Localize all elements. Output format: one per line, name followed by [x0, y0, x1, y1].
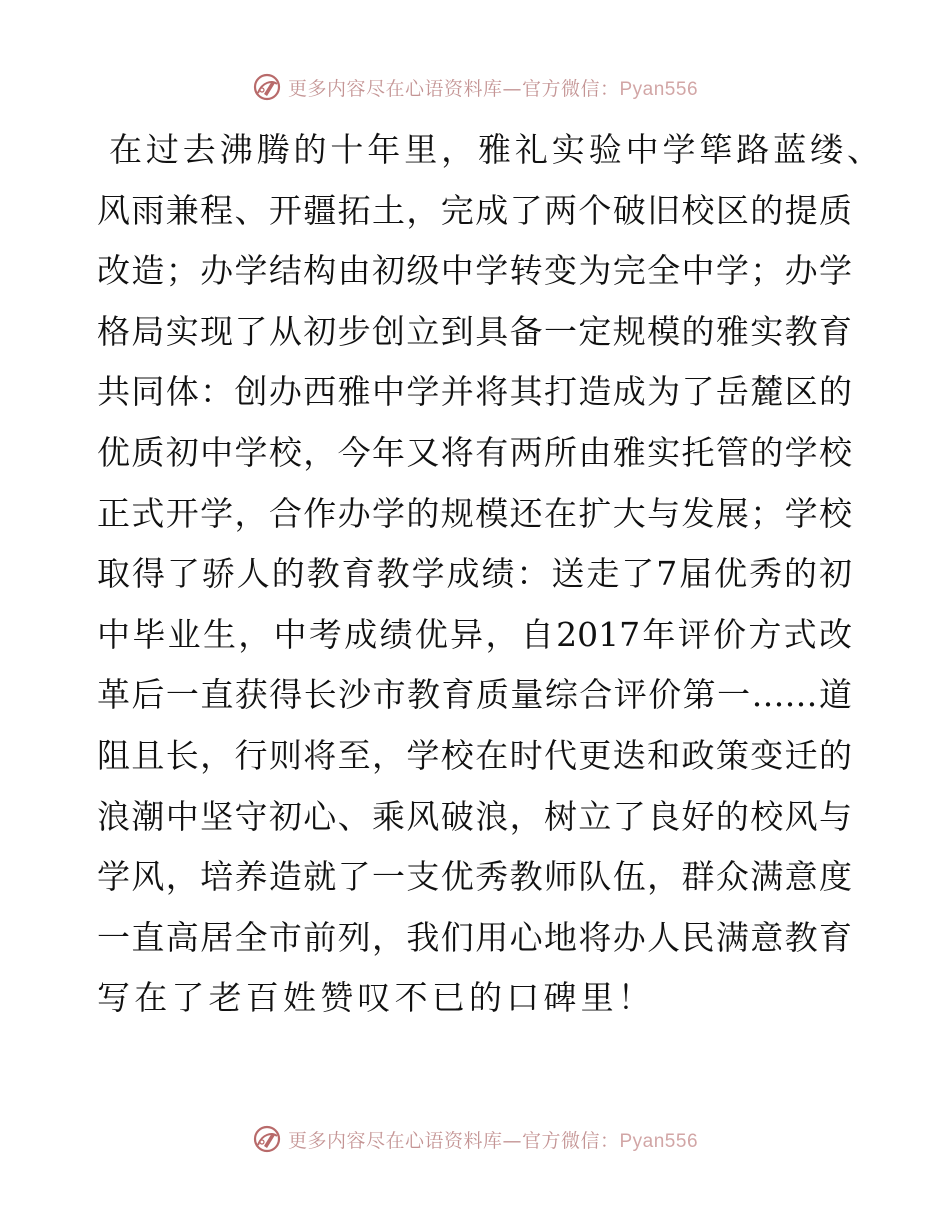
paragraph-line: 改造；办学结构由初级中学转变为完全中学；办学	[97, 251, 852, 291]
paragraph-line: 共同体：创办西雅中学并将其打造成为了岳麓区的	[97, 372, 852, 412]
paragraph-line: 阻且长，行则将至，学校在时代更迭和政策变迁的	[97, 735, 852, 775]
pen-swirl-logo-icon	[252, 1124, 282, 1154]
paragraph-line: 取得了骄人的教育教学成绩：送走了7届优秀的初	[97, 554, 852, 594]
paragraph-line: 风雨兼程、开疆拓土，完成了两个破旧校区的提质	[97, 190, 852, 230]
paragraph-line: 学风，培养造就了一支优秀教师队伍，群众满意度	[97, 857, 852, 897]
paragraph-line: 浪潮中坚守初心、乘风破浪，树立了良好的校风与	[97, 796, 852, 836]
watermark-wechat-id: Pyan556	[619, 1130, 699, 1152]
watermark-text	[288, 1126, 698, 1153]
watermark-text-cn: 更多内容尽在心语资料库—官方微信：	[287, 77, 620, 100]
pen-swirl-logo-icon	[252, 72, 282, 102]
footer-watermark	[0, 1124, 950, 1154]
paragraph-line: 格局实现了从初步创立到具备一定规模的雅实教育	[97, 311, 852, 351]
paragraph-line: 革后一直获得长沙市教育质量综合评价第一……道	[97, 675, 852, 715]
paragraph-line: 一直高居全市前列，我们用心地将办人民满意教育	[97, 917, 852, 957]
paragraph-line: 优质初中学校，今年又将有两所由雅实托管的学校	[97, 432, 852, 472]
paragraph-line: 中毕业生，中考成绩优异，自2017年评价方式改	[97, 614, 852, 654]
watermark-text-cn: 更多内容尽在心语资料库—官方微信：	[287, 1129, 620, 1152]
watermark-text	[288, 74, 698, 101]
paragraph-line: 写在了老百姓赞叹不已的口碑里！	[97, 978, 655, 1018]
paragraph-line: 在过去沸腾的十年里，雅礼实验中学筚路蓝缕、	[109, 130, 884, 169]
paragraph-line: 正式开学，合作办学的规模还在扩大与发展；学校	[97, 493, 852, 533]
article-paragraph	[97, 120, 884, 1029]
watermark-wechat-id: Pyan556	[619, 78, 699, 100]
header-watermark	[0, 72, 950, 102]
